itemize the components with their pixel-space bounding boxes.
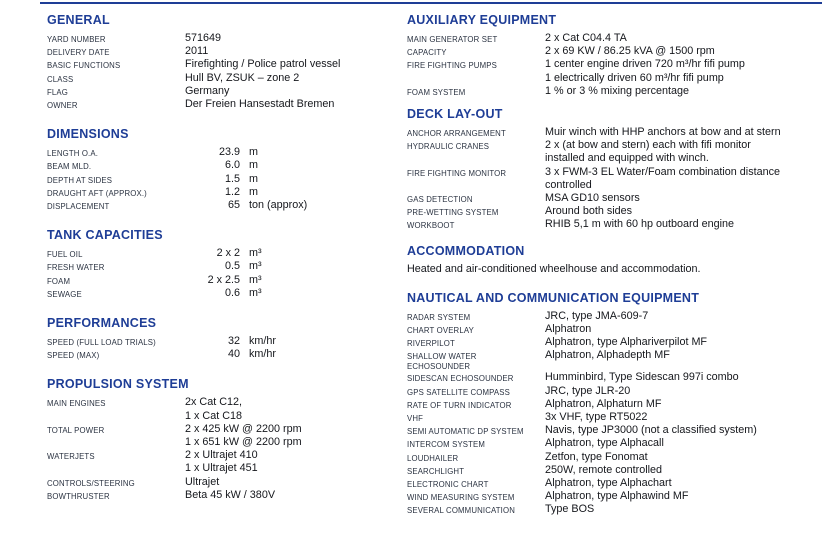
- spec-label-line: FUEL OIL: [47, 250, 83, 260]
- spec-label-line: FIRE FIGHTING PUMPS: [407, 61, 497, 71]
- spec-label-line: BOWTHRUSTER: [47, 491, 110, 501]
- spec-label: [47, 45, 185, 58]
- spec-value: [185, 45, 208, 58]
- spec-value-line: Alphatron, type Alphawind MF: [545, 490, 689, 503]
- spec-section: [407, 107, 825, 232]
- spec-value-line: Beta 45 kW / 380V: [185, 488, 276, 501]
- spec-value-line: 250W, remote controlled: [545, 463, 663, 476]
- spec-row: [407, 58, 825, 84]
- spec-row: [407, 464, 825, 477]
- spec-value: [545, 349, 670, 362]
- spec-row: [47, 476, 397, 489]
- spec-row: [407, 45, 825, 58]
- spec-value: [545, 310, 648, 323]
- spec-row: [407, 192, 825, 205]
- spec-value-unit: m: [249, 159, 258, 172]
- spec-label: [407, 32, 545, 45]
- spec-row: [47, 287, 397, 300]
- spec-value-line: MSA GD10 sensors: [545, 192, 640, 205]
- spec-value-line: JRC, type JMA-609-7: [545, 309, 649, 322]
- spec-label: [407, 490, 545, 503]
- spec-row: [407, 437, 825, 450]
- spec-value-number: 65: [227, 199, 240, 212]
- spec-value: [545, 32, 627, 45]
- spec-value-line: 2x Cat C12,: [185, 396, 243, 409]
- spec-value-line: 3 x FWM-3 EL Water/Foam combination distance: [545, 165, 781, 178]
- spec-row: [407, 424, 825, 437]
- spec-value-line: 2 x 425 kW @ 2200 rpm: [185, 422, 302, 435]
- spec-label: [47, 32, 185, 45]
- spec-row: [47, 396, 397, 422]
- spec-label-line: FIRE FIGHTING MONITOR: [407, 168, 507, 178]
- spec-label-line: BEAM MLD.: [47, 162, 92, 172]
- spec-value-line: 2 x (at bow and stern) each with fifi monitor: [545, 139, 751, 152]
- spec-label-line: SEWAGE: [47, 289, 82, 299]
- spec-value-line: 1 x 651 kW @ 2200 rpm: [185, 436, 302, 449]
- spec-label-line: FRESH WATER: [47, 263, 105, 273]
- spec-label: [47, 72, 185, 85]
- spec-label-line: FLAG: [47, 87, 68, 97]
- spec-label: [47, 423, 185, 436]
- spec-value-line: Germany: [185, 84, 230, 97]
- spec-row: [47, 348, 397, 361]
- spec-value-line: JRC, type JLR-20: [545, 384, 631, 397]
- spec-label: [407, 437, 545, 450]
- spec-label: [407, 477, 545, 490]
- spec-label: [407, 166, 545, 179]
- spec-value-line: 3x VHF, type RT5022: [545, 411, 648, 424]
- spec-value-line: Around both sides: [545, 205, 633, 218]
- spec-value: [545, 398, 661, 411]
- spec-label: [407, 126, 545, 139]
- spec-row: [407, 503, 825, 516]
- spec-value-unit: km/hr: [249, 348, 276, 361]
- spec-label: [407, 336, 545, 349]
- spec-value-line: 2011: [185, 45, 209, 58]
- spec-label: [47, 186, 185, 199]
- spec-value: [545, 218, 734, 231]
- spec-label: [47, 348, 185, 361]
- spec-label-line: SPEED (FULL LOAD TRIALS): [47, 338, 156, 348]
- spec-label-line: DEPTH AT SIDES: [47, 175, 113, 185]
- spec-label-line: CONTROLS/STEERING: [47, 478, 135, 488]
- spec-label-line: OWNER: [47, 101, 78, 111]
- spec-value-line: Zetfon, type Fonomat: [545, 450, 648, 463]
- spec-value-unit: m: [249, 185, 258, 198]
- spec-label-line: SIDESCAN ECHOSOUNDER: [407, 374, 514, 384]
- spec-value: [185, 98, 334, 111]
- spec-value-line: Alphatron, type Alphariverpilot MF: [545, 336, 708, 349]
- spec-label: [47, 58, 185, 71]
- spec-value: [545, 126, 781, 139]
- section-title: DIMENSIONS: [47, 127, 129, 142]
- spec-label-line: ELECTRONIC CHART: [407, 480, 489, 490]
- spec-label-line: DELIVERY DATE: [47, 48, 110, 58]
- spec-section: [47, 316, 397, 361]
- spec-label: [407, 139, 545, 152]
- spec-row: [47, 489, 397, 502]
- spec-label-line: SPEED (MAX): [47, 351, 100, 361]
- spec-label-line: LENGTH O.A.: [47, 149, 99, 159]
- spec-label: [407, 503, 545, 516]
- spec-row: [407, 411, 825, 424]
- spec-label: [47, 287, 185, 300]
- spec-label-line: FOAM: [47, 276, 71, 286]
- spec-label-line: SEVERAL COMMUNICATION: [407, 506, 515, 516]
- spec-value-line: 1 % or 3 % mixing percentage: [545, 84, 690, 97]
- spec-label: [407, 323, 545, 336]
- section-title: ACCOMMODATION: [407, 243, 525, 258]
- spec-label-line: GPS SATELLITE COMPASS: [407, 387, 510, 397]
- spec-value-number: 40: [227, 348, 240, 361]
- spec-value: [545, 336, 707, 349]
- spec-row: [407, 490, 825, 503]
- spec-value: [185, 423, 302, 449]
- spec-label: [47, 396, 185, 409]
- spec-label: [407, 218, 545, 231]
- spec-row: [47, 72, 397, 85]
- spec-label-line: HYDRAULIC CRANES: [407, 142, 490, 152]
- spec-value: [545, 139, 751, 165]
- spec-value-number: 0.6: [224, 286, 240, 299]
- spec-value: [545, 166, 780, 192]
- spec-label-line: SHALLOW WATER: [407, 352, 477, 362]
- spec-label: [47, 146, 185, 159]
- spec-value-line: Navis, type JP3000 (not a classified system): [545, 424, 757, 437]
- spec-label-line: ECHOSOUNDER: [407, 361, 471, 371]
- spec-row: [47, 85, 397, 98]
- spec-section: [47, 127, 397, 212]
- spec-label-line: ANCHOR ARRANGEMENT: [407, 129, 506, 139]
- spec-label: [407, 58, 545, 71]
- spec-section: [407, 291, 825, 517]
- spec-label-line: INTERCOM SYSTEM: [407, 440, 486, 450]
- spec-row: [47, 335, 397, 348]
- top-rule: [40, 2, 822, 4]
- spec-value-line: 1 x Cat C18: [185, 409, 243, 422]
- spec-value: [545, 192, 640, 205]
- spec-value-number: 32: [227, 335, 240, 348]
- spec-label-line: GAS DETECTION: [407, 195, 473, 205]
- spec-label-line: WORKBOOT: [407, 221, 455, 231]
- spec-label: [407, 385, 545, 398]
- spec-row: [407, 32, 825, 45]
- spec-label: [47, 274, 185, 287]
- spec-label: [407, 424, 545, 437]
- spec-row: [407, 323, 825, 336]
- spec-label: [407, 451, 545, 464]
- section-title: AUXILIARY EQUIPMENT: [407, 13, 557, 27]
- spec-value-line: Ultrajet: [185, 475, 220, 488]
- spec-label: [407, 85, 545, 98]
- spec-value-unit: m³: [249, 273, 262, 286]
- spec-row: [47, 173, 397, 186]
- spec-value: [545, 464, 662, 477]
- spec-value-unit: km/hr: [249, 335, 276, 348]
- spec-value-number: 1.5: [224, 172, 240, 185]
- spec-value-line: 571649: [185, 32, 222, 44]
- spec-row: [407, 310, 825, 323]
- spec-value-line: Der Freien Hansestadt Bremen: [185, 98, 335, 111]
- spec-value: [545, 424, 757, 437]
- spec-value: [185, 489, 275, 502]
- spec-section: [407, 13, 825, 98]
- spec-value: [545, 490, 688, 503]
- spec-value: [545, 371, 739, 384]
- spec-value-number: 6.0: [224, 159, 240, 172]
- spec-row: [407, 371, 825, 384]
- spec-value: [545, 437, 664, 450]
- spec-row: [407, 349, 825, 371]
- spec-value-line: 1 x Ultrajet 451: [185, 462, 258, 475]
- spec-value: [545, 85, 689, 98]
- spec-row: [47, 247, 397, 260]
- spec-row: [47, 32, 397, 45]
- spec-value: [545, 323, 591, 336]
- spec-section: [47, 228, 397, 300]
- spec-label: [47, 489, 185, 502]
- spec-label-line: PRE-WETTING SYSTEM: [407, 208, 499, 218]
- spec-value-number: 1.2: [224, 185, 240, 198]
- spec-value: [185, 476, 219, 489]
- spec-row: [407, 398, 825, 411]
- spec-value-line: controlled: [545, 178, 592, 191]
- spec-value: [185, 396, 242, 422]
- spec-row: [407, 336, 825, 349]
- spec-row: [47, 45, 397, 58]
- spec-row: [47, 274, 397, 287]
- spec-row: [407, 218, 825, 231]
- spec-row: [47, 159, 397, 172]
- spec-value-unit: m³: [249, 247, 262, 260]
- spec-label: [47, 335, 185, 348]
- spec-label-line: TOTAL POWER: [47, 425, 105, 435]
- spec-label: [407, 45, 545, 58]
- spec-label-line: CAPACITY: [407, 48, 447, 58]
- right-column: [407, 13, 825, 517]
- spec-value-line: Alphatron, Alphadepth MF: [545, 349, 670, 362]
- spec-value-unit: m³: [249, 286, 262, 299]
- section-title: TANK CAPACITIES: [47, 228, 163, 243]
- spec-row: [47, 260, 397, 273]
- left-column: [47, 13, 397, 502]
- spec-row: [407, 385, 825, 398]
- spec-value-line: Firefighting / Police patrol vessel: [185, 58, 341, 71]
- spec-value-unit: m³: [249, 260, 262, 273]
- spec-value-unit: ton (approx): [249, 199, 308, 212]
- spec-value: [185, 32, 221, 45]
- spec-value: [185, 58, 340, 71]
- spec-value-line: installed and equipped with winch.: [545, 152, 709, 165]
- spec-value-line: Type BOS: [545, 503, 595, 516]
- spec-label: [407, 349, 545, 371]
- spec-row: [407, 139, 825, 165]
- spec-value: [545, 411, 647, 424]
- section-title: GENERAL: [47, 13, 110, 27]
- spec-label: [47, 449, 185, 462]
- spec-value: [545, 503, 594, 516]
- spec-value: [545, 385, 630, 398]
- spec-label-line: RADAR SYSTEM: [407, 312, 471, 322]
- spec-value: [545, 451, 648, 464]
- spec-row: [407, 85, 825, 98]
- spec-section: [47, 377, 397, 502]
- section-title: PERFORMANCES: [47, 316, 157, 331]
- spec-row: [407, 477, 825, 490]
- spec-value-line: Hull BV, ZSUK – zone 2: [185, 71, 300, 84]
- spec-label-line: WATERJETS: [47, 452, 95, 462]
- spec-value-line: 1 center engine driven 720 m³/hr fifi pump: [545, 58, 745, 71]
- spec-label-line: VHF: [407, 414, 424, 424]
- spec-value-line: 2 x Ultrajet 410: [185, 449, 258, 462]
- spec-label: [47, 199, 185, 212]
- spec-row: [47, 58, 397, 71]
- spec-label-line: CLASS: [47, 74, 74, 84]
- spec-label: [407, 192, 545, 205]
- spec-label-line: YARD NUMBER: [47, 35, 106, 44]
- section-title: DECK LAY-OUT: [407, 107, 503, 122]
- spec-row: [47, 146, 397, 159]
- spec-label-line: RIVERPILOT: [407, 339, 455, 349]
- spec-value-line: Humminbird, Type Sidescan 997i combo: [545, 371, 739, 384]
- spec-value: [185, 85, 229, 98]
- spec-row: [47, 98, 397, 111]
- spec-row: [407, 126, 825, 139]
- spec-label: [47, 260, 185, 273]
- spec-value: [185, 449, 258, 475]
- spec-label: [47, 476, 185, 489]
- section-text: Heated and air-conditioned wheelhouse and accommodation.: [407, 262, 701, 275]
- spec-value-number: 0.5: [224, 260, 240, 273]
- spec-row: [47, 449, 397, 475]
- spec-label: [47, 173, 185, 186]
- spec-label: [407, 310, 545, 323]
- spec-label: [407, 371, 545, 384]
- spec-label-line: MAIN ENGINES: [47, 399, 106, 409]
- spec-label-line: SEARCHLIGHT: [407, 466, 465, 476]
- spec-label: [407, 205, 545, 218]
- spec-value-number: 2 x 2: [216, 247, 240, 260]
- spec-value-line: RHIB 5,1 m with 60 hp outboard engine: [545, 218, 735, 231]
- spec-label-line: WIND MEASURING SYSTEM: [407, 493, 515, 503]
- spec-row: [47, 199, 397, 212]
- spec-label: [47, 85, 185, 98]
- spec-section: [47, 13, 397, 111]
- section-title: NAUTICAL AND COMMUNICATION EQUIPMENT: [407, 290, 700, 305]
- spec-value-line: 2 x Cat C04.4 TA: [545, 32, 627, 44]
- spec-label-line: SEMI AUTOMATIC DP SYSTEM: [407, 427, 524, 437]
- spec-label-line: DISPLACEMENT: [47, 202, 110, 212]
- spec-label: [47, 98, 185, 111]
- section-title: PROPULSION SYSTEM: [47, 377, 189, 392]
- spec-value-number: 2 x 2.5: [207, 273, 240, 286]
- spec-value-line: 1 electrically driven 60 m³/hr fifi pump: [545, 71, 724, 84]
- spec-value-unit: m: [249, 172, 258, 185]
- spec-value-unit: m: [249, 146, 258, 159]
- spec-row: [47, 423, 397, 449]
- spec-value: [545, 45, 715, 58]
- spec-row: [407, 451, 825, 464]
- spec-value-line: Alphatron, type Alphachart: [545, 477, 672, 490]
- spec-label-line: LOUDHAILER: [407, 453, 459, 463]
- spec-section: [407, 244, 825, 276]
- spec-value: [545, 58, 745, 84]
- spec-label-line: FOAM SYSTEM: [407, 87, 466, 97]
- spec-label: [407, 398, 545, 411]
- spec-label-line: BASIC FUNCTIONS: [47, 61, 121, 71]
- spec-value: [185, 72, 299, 85]
- spec-value: [545, 205, 632, 218]
- spec-label-line: DRAUGHT AFT (APPROX.): [47, 188, 147, 198]
- spec-value-line: Alphatron, Alphaturn MF: [545, 397, 662, 410]
- spec-value-line: Muir winch with HHP anchors at bow and at stern: [545, 126, 781, 139]
- spec-value-number: 23.9: [218, 146, 240, 159]
- spec-label-line: RATE OF TURN INDICATOR: [407, 400, 512, 410]
- spec-row: [47, 186, 397, 199]
- spec-label: [47, 159, 185, 172]
- spec-value: [545, 477, 672, 490]
- spec-label-line: MAIN GENERATOR SET: [407, 35, 498, 44]
- spec-label: [47, 247, 185, 260]
- spec-label-line: CHART OVERLAY: [407, 326, 474, 336]
- spec-label: [407, 464, 545, 477]
- spec-value-line: 2 x 69 KW / 86.25 kVA @ 1500 rpm: [545, 45, 715, 58]
- spec-row: [407, 166, 825, 192]
- spec-value-line: Alphatron: [545, 323, 592, 336]
- spec-row: [407, 205, 825, 218]
- spec-label: [407, 411, 545, 424]
- spec-value-line: Alphatron, type Alphacall: [545, 437, 664, 450]
